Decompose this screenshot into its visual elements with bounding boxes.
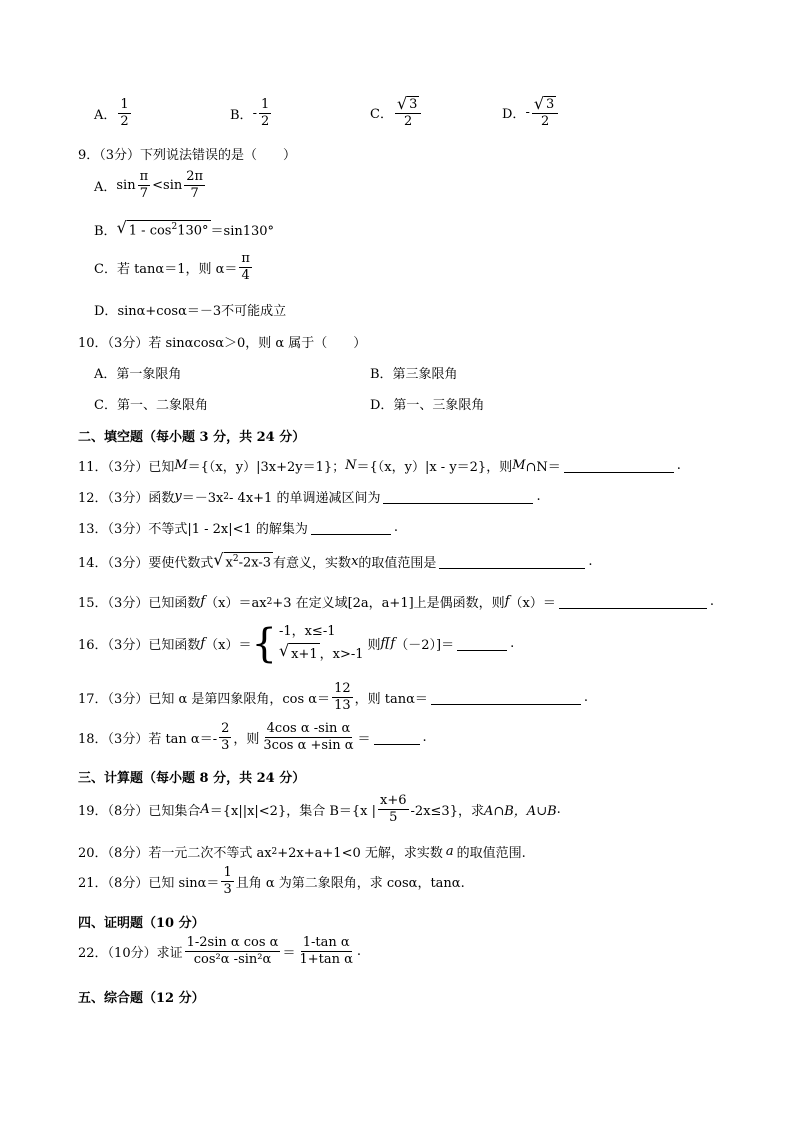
q20: 20．（8分）若一元二次不等式 ax 2 +2x+a+1<0 无解，求实数 a 的取值范围. bbox=[78, 844, 526, 861]
q10-option-b: B．第三象限角 bbox=[370, 367, 458, 382]
q8-option-d: D． - √ 3 2 bbox=[502, 96, 560, 129]
section-heading-proof: 四、证明题（10 分） bbox=[78, 916, 205, 931]
q15: 15．（3分）已知函数 f （x）＝ax 2 +3 在定义域[2a，a+1]上是偶函数，则 f （x）＝ . bbox=[78, 594, 714, 611]
q10-option-a: A．第一象限角 bbox=[94, 367, 182, 382]
q14: 14．（3分）要使代数式 √ $x^2-2x-3$ 有意义，实数 x 的取值范围是 . bbox=[78, 550, 593, 571]
q10-option-c: C．第一、二象限角 bbox=[94, 398, 208, 413]
section-heading-calculation: 三、计算题（每小题 8 分，共 24 分） bbox=[78, 771, 306, 786]
q8-option-b: B． - $\frac{1}{2}$ bbox=[230, 97, 270, 129]
q22: 22．（10分）求证 $\frac{\text{1-2sin α cos α}}{\text{cos²α -sin²α}}$ ＝ $\frac{\text{1-tan α}}{\text{1+tan α}}$ . bbox=[78, 935, 362, 967]
q9-option-c: C． 若 tanα＝1，则 α＝ $\frac{\pi}{4}$ bbox=[94, 251, 250, 283]
q11: 11．（3分）已知 M ＝{（x，y）|3x+2y＝1}； N ＝{（x，y）|x - y＝2}，则 M ∩N＝ . bbox=[78, 458, 681, 475]
section-heading-comprehensive: 五、综合题（12 分） bbox=[78, 991, 205, 1006]
q9-option-b: B． √ $1 - \cos^2130^\circ$ ＝sin130° bbox=[94, 218, 275, 239]
q17: 17．（3分）已知 α 是第四象限角， cos α＝ $\frac{12}{13}$ ，则 tanα＝ . bbox=[78, 681, 589, 713]
answer-blank[interactable] bbox=[559, 594, 707, 609]
q9-stem: 9．（3分）下列说法错误的是（ ） bbox=[78, 148, 297, 163]
q18: 18．（3分）若 tan α＝- $\frac{2}{3}$ ，则 $\frac{\text{4cos α -sin α}}{\text{3cos α +sin α}}$ ＝ . bbox=[78, 721, 427, 753]
q10-stem: 10．（3分）若 sinαcosα＞0，则 α 属于（ ） bbox=[78, 336, 367, 351]
answer-blank[interactable] bbox=[439, 554, 585, 569]
answer-blank[interactable] bbox=[311, 520, 391, 535]
answer-blank[interactable] bbox=[564, 458, 674, 473]
q10-option-d: D．第一、三象限角 bbox=[370, 398, 485, 413]
q13: 13．（3分）不等式|1 - 2x|<1 的解集为 . bbox=[78, 520, 399, 537]
answer-blank[interactable] bbox=[431, 690, 581, 705]
q21: 21．（8分）已知 sinα＝ $\frac{1}{3}$ 且角 α 为第二象限角，求 cosα，tanα. bbox=[78, 865, 465, 897]
q9-option-d: D． sinα+cosα＝－3不可能成立 bbox=[94, 304, 287, 319]
answer-blank[interactable] bbox=[457, 636, 507, 651]
answer-blank[interactable] bbox=[374, 730, 420, 745]
q8-option-a: A． $\frac{1}{2}$ bbox=[94, 97, 129, 129]
answer-blank[interactable] bbox=[383, 489, 533, 504]
q16: 16．（3分）已知函数 f （x）＝ { -1，x≤-1 √ x+1 ，x>-1 则 f[f （－2）]＝ . bbox=[78, 620, 515, 667]
q8-option-c: C． √ 3 2 bbox=[370, 96, 423, 129]
q12: 12．（3分）函数 y ＝－3x 2 - 4x+1 的单调递减区间为 . bbox=[78, 489, 541, 506]
section-heading-fill-in: 二、填空题（每小题 3 分，共 24 分） bbox=[78, 430, 306, 445]
q19: 19．（8分）已知集合 A ＝{x||x|<2}，集合 B＝{x | $\frac{x+6}{5}$ -2x≤3}，求 A∩B，A∪B . bbox=[78, 793, 561, 825]
q9-option-a: A． sin $\frac{\pi}{7}$ < sin $\frac{2\pi}{7}$ bbox=[94, 169, 204, 201]
